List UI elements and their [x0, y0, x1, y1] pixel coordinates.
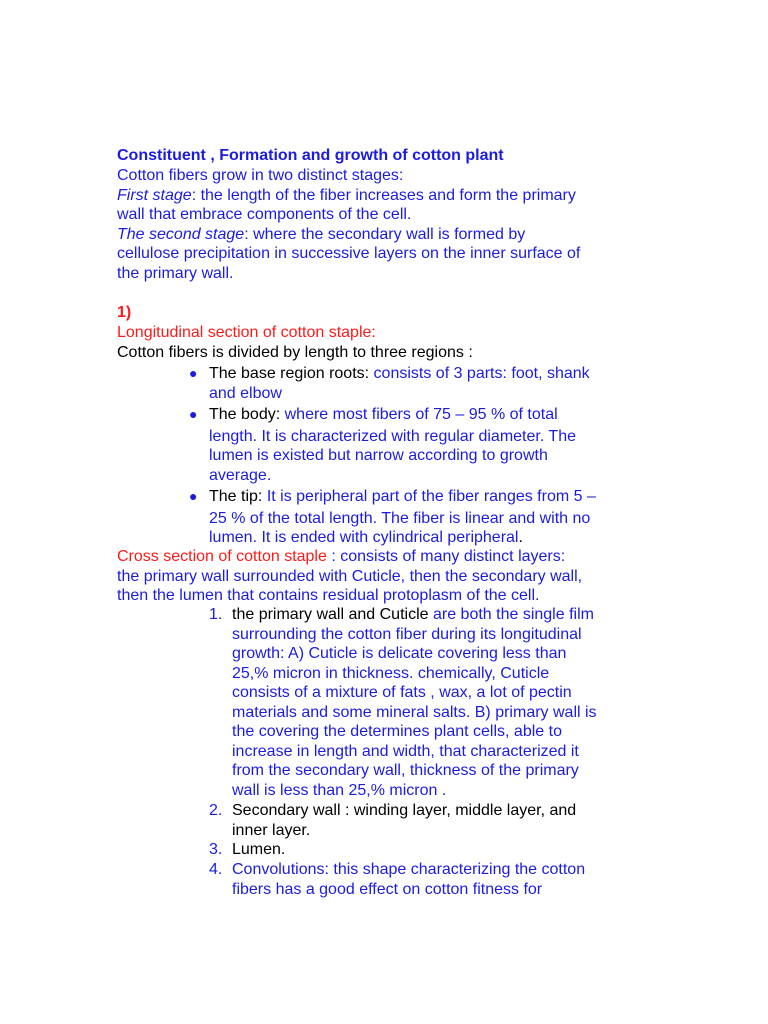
second-stage-label: The second stage: [117, 225, 245, 243]
bullet-text: average.: [209, 466, 272, 484]
second-stage-line-3: the primary wall.: [117, 264, 234, 282]
bullet-text: consists of 3 parts: foot, shank: [373, 365, 590, 382]
bullet-icon: ●: [189, 365, 198, 381]
item-text: wall is less than 25,% micron .: [232, 781, 447, 799]
numbered-item-primary-wall: [209, 605, 652, 800]
document-title: [117, 146, 657, 166]
cross-section-paragraph: [117, 547, 657, 606]
item-text: growth: A) Cuticle is delicate covering less than: [232, 645, 567, 662]
item-text: increase in length and width, that characterized it: [232, 742, 579, 760]
intro-paragraph: [117, 166, 657, 283]
second-stage-text: : where the secondary wall is formed by: [244, 225, 526, 243]
bullet-label: The base region roots:: [209, 365, 374, 382]
section-number: 1): [117, 304, 132, 321]
bullet-item-base-region: [189, 364, 649, 403]
cross-section-text: the primary wall surrounded with Cuticle, then the secondary wall,: [117, 567, 583, 585]
bullet-text: It is peripheral part of the fiber ranges from 5 –: [266, 488, 596, 505]
item-lead: the primary wall and Cuticle: [232, 606, 429, 623]
first-stage-text: : the length of the fiber increases and form the primary: [191, 186, 576, 204]
first-stage-label: First stage: [117, 186, 192, 204]
longitudinal-heading: Longitudinal section of cotton staple:: [117, 324, 376, 341]
item-text: Convolutions: this shape characterizing the cotton: [232, 861, 586, 878]
bullet-text: where most fibers of 75 – 95 % of total: [284, 406, 558, 423]
item-text: surrounding the cotton fiber during its longitudinal: [232, 625, 582, 643]
bullet-text: 25 % of the total length. The fiber is linear and with no: [209, 509, 591, 527]
second-stage-line-2: cellulose precipitation in successive layers on the inner surface of: [117, 245, 581, 262]
item-number: 1.: [209, 606, 223, 623]
bullet-text: length. It is characterized with regular diameter. The: [209, 427, 576, 445]
numbered-item-convolutions: [209, 860, 652, 899]
numbered-item-lumen: [209, 840, 652, 860]
item-number: 4.: [209, 861, 223, 878]
bullet-text-period: .: [518, 529, 523, 546]
bullet-text: and elbow: [209, 384, 282, 402]
cross-section-text: : consists of many distinct layers:: [326, 548, 566, 565]
longitudinal-lead: Cotton fibers is divided by length to three regions :: [117, 344, 473, 361]
cross-section-heading: Cross section of cotton staple: [117, 548, 327, 565]
bullet-text: lumen is existed but narrow according to growth: [209, 447, 548, 464]
first-stage-line: [117, 186, 657, 206]
item-number: 3.: [209, 841, 223, 858]
bullet-icon: ●: [189, 406, 198, 422]
first-stage-line-2: wall that embrace components of the cell.: [117, 206, 412, 223]
item-number: 2.: [209, 802, 223, 819]
item-text: from the secondary wall, thickness of the primary: [232, 762, 579, 779]
item-text: Lumen.: [232, 841, 286, 858]
numbered-item-secondary-wall: [209, 801, 652, 840]
item-text: consists of a mixture of fats , wax, a lot of pectin: [232, 684, 572, 701]
item-text: are both the single film: [428, 606, 594, 623]
bullet-item-tip: [189, 487, 649, 548]
bullet-text: lumen. It is ended with cylindrical peripheral: [209, 529, 519, 546]
cross-section-text: then the lumen that contains residual protoplasm of the cell.: [117, 587, 540, 604]
title-text: Constituent , Formation and growth of cotton plant: [117, 147, 504, 164]
item-text: materials and some mineral salts. B) primary wall is: [232, 703, 597, 721]
item-text: fibers has a good effect on cotton fitness for: [232, 880, 543, 898]
bullet-icon: ●: [189, 488, 198, 504]
item-text: 25,% micron in thickness. chemically, Cuticle: [232, 664, 550, 682]
second-stage-line: [117, 225, 657, 245]
bullet-label: The tip:: [209, 488, 267, 505]
bullet-item-body: [189, 405, 649, 485]
item-text: Secondary wall : winding layer, middle layer, and: [232, 802, 577, 819]
bullet-label: The body:: [209, 406, 285, 423]
intro-line: Cotton fibers grow in two distinct stages:: [117, 167, 404, 184]
item-text: the covering the determines plant cells, able to: [232, 723, 562, 740]
item-text: inner layer.: [232, 821, 311, 839]
